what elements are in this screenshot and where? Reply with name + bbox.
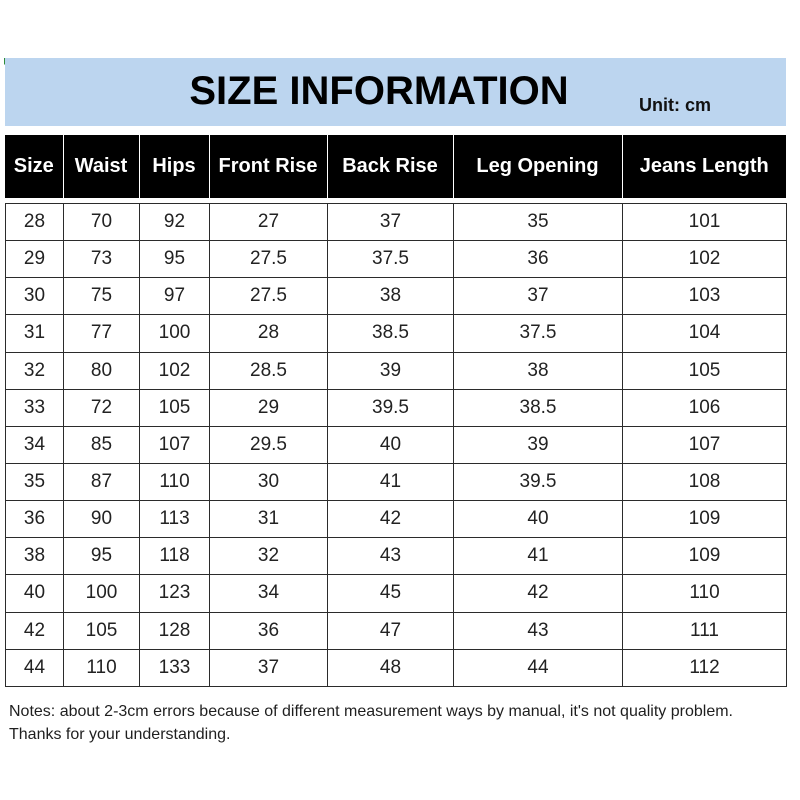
table-cell: 29 xyxy=(6,241,64,278)
column-header-hips: Hips xyxy=(139,135,209,198)
table-cell: 38.5 xyxy=(328,315,454,352)
table-row xyxy=(6,278,787,315)
size-table-header xyxy=(5,135,786,198)
table-cell: 29.5 xyxy=(210,426,328,463)
table-cell: 38.5 xyxy=(454,389,623,426)
table-cell: 37.5 xyxy=(328,241,454,278)
table-cell: 35 xyxy=(454,204,623,241)
table-cell: 97 xyxy=(140,278,210,315)
table-cell: 75 xyxy=(64,278,140,315)
table-cell: 92 xyxy=(140,204,210,241)
table-cell: 41 xyxy=(454,538,623,575)
table-cell: 80 xyxy=(64,352,140,389)
table-cell: 48 xyxy=(328,649,454,686)
table-cell: 34 xyxy=(210,575,328,612)
size-table xyxy=(5,203,787,687)
table-cell: 38 xyxy=(328,278,454,315)
column-header-jeans-length: Jeans Length xyxy=(622,135,786,198)
column-header-size: Size xyxy=(13,155,54,177)
table-cell: 110 xyxy=(140,463,210,500)
table-cell: 32 xyxy=(210,538,328,575)
table-cell: 28.5 xyxy=(210,352,328,389)
table-cell: 44 xyxy=(454,649,623,686)
table-cell: 113 xyxy=(140,501,210,538)
table-cell: 30 xyxy=(6,278,64,315)
table-cell: 38 xyxy=(6,538,64,575)
table-cell: 43 xyxy=(328,538,454,575)
table-cell: 28 xyxy=(210,315,328,352)
table-cell: 95 xyxy=(64,538,140,575)
table-cell: 37.5 xyxy=(454,315,623,352)
table-cell: 106 xyxy=(623,389,787,426)
column-header-waist: Waist xyxy=(63,135,139,198)
table-row xyxy=(6,463,787,500)
table-cell: 36 xyxy=(210,612,328,649)
table-cell: 112 xyxy=(623,649,787,686)
table-row xyxy=(6,315,787,352)
table-cell: 102 xyxy=(140,352,210,389)
table-cell: 37 xyxy=(210,649,328,686)
table-cell: 31 xyxy=(210,501,328,538)
table-cell: 110 xyxy=(64,649,140,686)
table-row xyxy=(6,389,787,426)
notes-text: Notes: about 2-3cm errors because of different measurement ways by manual, it's not quality problem. Thanks for your understanding. xyxy=(9,703,733,743)
table-row xyxy=(6,538,787,575)
table-row xyxy=(6,649,787,686)
table-cell: 28 xyxy=(6,204,64,241)
table-cell: 32 xyxy=(6,352,64,389)
table-row xyxy=(6,575,787,612)
title-banner xyxy=(5,58,786,126)
table-cell: 103 xyxy=(623,278,787,315)
page-title: SIZE INFORMATION xyxy=(189,69,569,113)
size-table-body xyxy=(6,204,787,687)
table-cell: 27.5 xyxy=(210,241,328,278)
table-cell: 43 xyxy=(454,612,623,649)
table-cell: 44 xyxy=(6,649,64,686)
table-cell: 90 xyxy=(64,501,140,538)
table-cell: 27.5 xyxy=(210,278,328,315)
table-cell: 35 xyxy=(6,463,64,500)
table-cell: 37 xyxy=(328,204,454,241)
table-cell: 29 xyxy=(210,389,328,426)
table-cell: 27 xyxy=(210,204,328,241)
column-header-back-rise: Back Rise xyxy=(327,135,453,198)
table-cell: 47 xyxy=(328,612,454,649)
table-row xyxy=(6,204,787,241)
table-cell: 45 xyxy=(328,575,454,612)
table-cell: 108 xyxy=(623,463,787,500)
table-cell: 100 xyxy=(64,575,140,612)
table-cell: 128 xyxy=(140,612,210,649)
header-row xyxy=(5,135,786,198)
table-cell: 109 xyxy=(623,538,787,575)
table-cell: 40 xyxy=(6,575,64,612)
table-cell: 42 xyxy=(454,575,623,612)
table-cell: 41 xyxy=(328,463,454,500)
table-row xyxy=(6,501,787,538)
table-row xyxy=(6,612,787,649)
table-cell: 100 xyxy=(140,315,210,352)
column-header-leg-opening: Leg Opening xyxy=(453,135,622,198)
table-cell: 36 xyxy=(6,501,64,538)
table-cell: 36 xyxy=(454,241,623,278)
table-cell: 101 xyxy=(623,204,787,241)
table-cell: 133 xyxy=(140,649,210,686)
table-cell: 39 xyxy=(328,352,454,389)
column-header-front-rise: Front Rise xyxy=(209,135,327,198)
table-cell: 39.5 xyxy=(454,463,623,500)
table-cell: 102 xyxy=(623,241,787,278)
unit-label: Unit: cm xyxy=(639,95,711,115)
table-cell: 40 xyxy=(328,426,454,463)
table-cell: 110 xyxy=(623,575,787,612)
table-cell: 118 xyxy=(140,538,210,575)
table-cell: 39 xyxy=(454,426,623,463)
table-cell: 70 xyxy=(64,204,140,241)
table-cell: 34 xyxy=(6,426,64,463)
table-cell: 77 xyxy=(64,315,140,352)
table-cell: 105 xyxy=(623,352,787,389)
table-cell: 107 xyxy=(623,426,787,463)
table-cell: 31 xyxy=(6,315,64,352)
table-cell: 87 xyxy=(64,463,140,500)
table-row xyxy=(6,241,787,278)
table-cell: 73 xyxy=(64,241,140,278)
table-cell: 42 xyxy=(6,612,64,649)
table-cell: 37 xyxy=(454,278,623,315)
table-cell: 38 xyxy=(454,352,623,389)
table-cell: 111 xyxy=(623,612,787,649)
table-cell: 107 xyxy=(140,426,210,463)
table-cell: 105 xyxy=(140,389,210,426)
table-cell: 72 xyxy=(64,389,140,426)
table-cell: 30 xyxy=(210,463,328,500)
table-cell: 33 xyxy=(6,389,64,426)
table-row xyxy=(6,352,787,389)
table-cell: 109 xyxy=(623,501,787,538)
table-cell: 39.5 xyxy=(328,389,454,426)
table-cell: 104 xyxy=(623,315,787,352)
table-cell: 85 xyxy=(64,426,140,463)
table-cell: 123 xyxy=(140,575,210,612)
table-cell: 42 xyxy=(328,501,454,538)
table-row xyxy=(6,426,787,463)
table-cell: 95 xyxy=(140,241,210,278)
table-cell: 40 xyxy=(454,501,623,538)
table-cell: 105 xyxy=(64,612,140,649)
